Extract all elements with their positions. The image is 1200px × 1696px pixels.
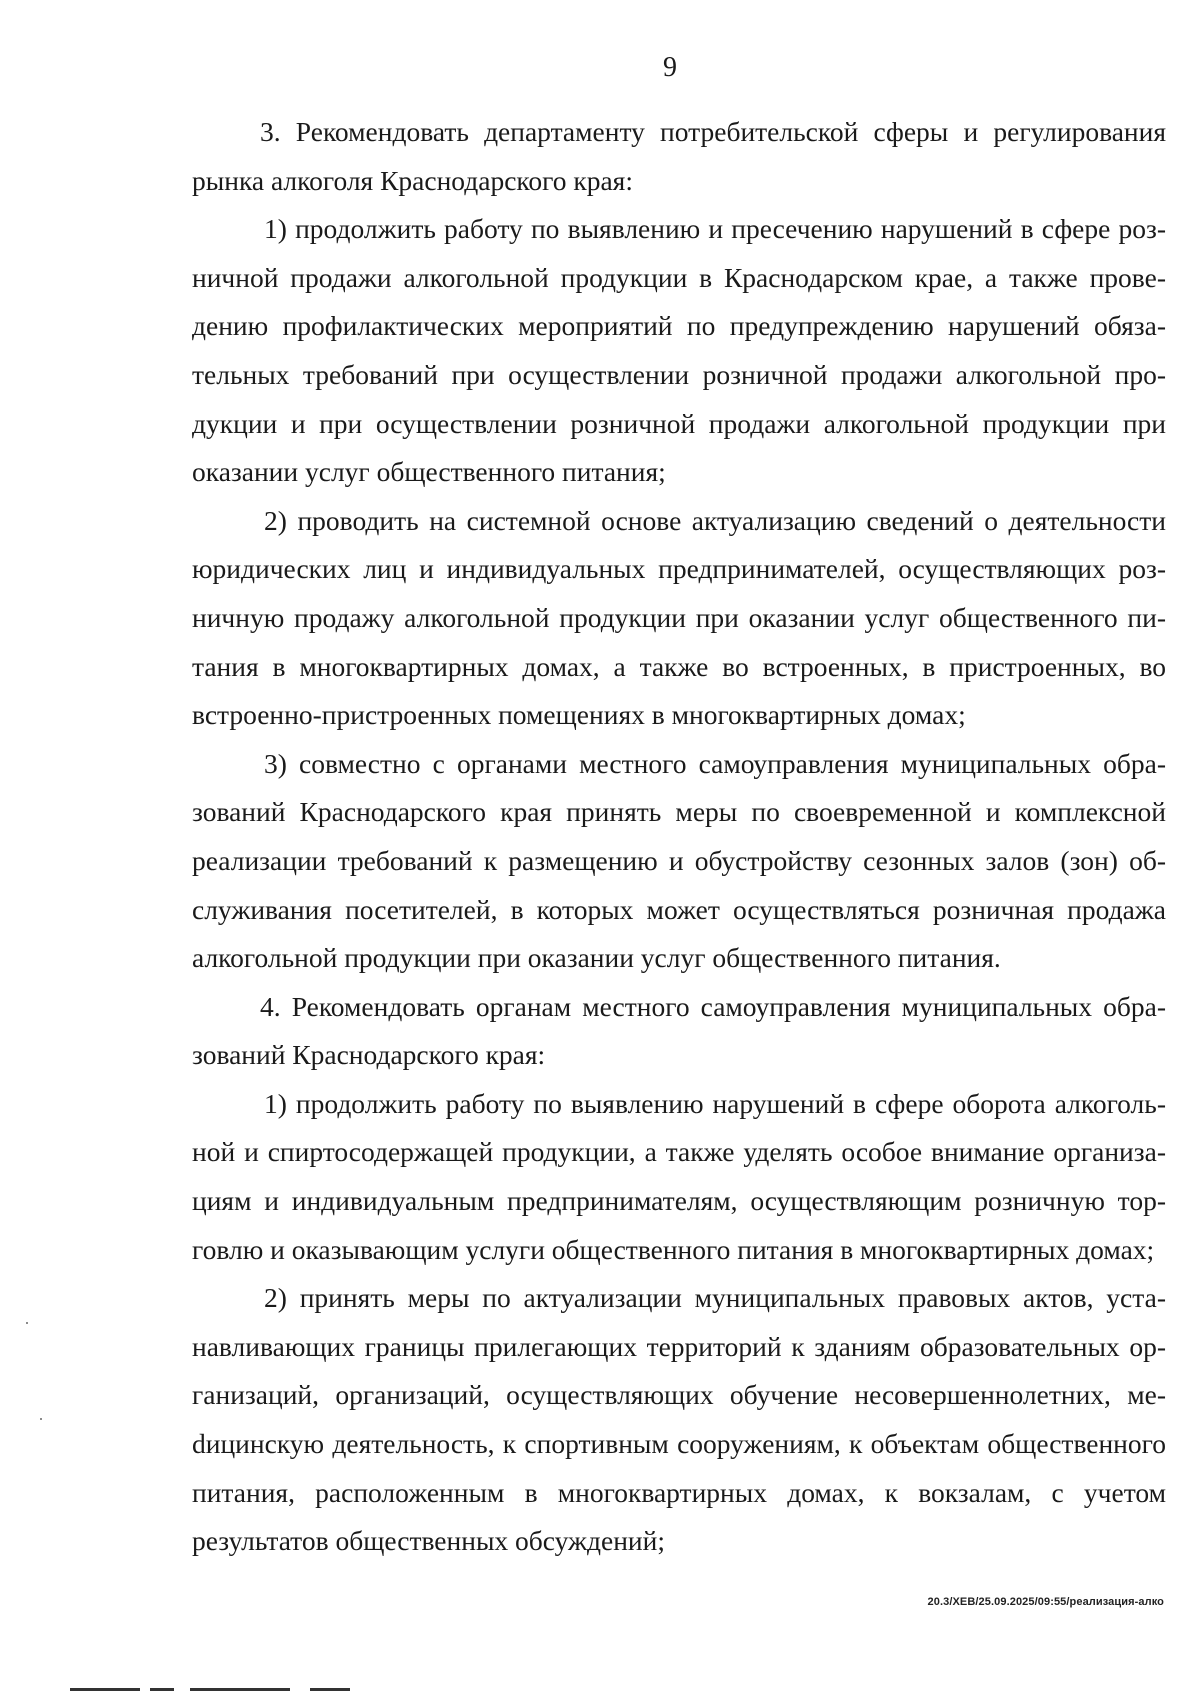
paragraph-4-item-2: 2) принять меры по актуализации муниципальных правовых актов, устанавливающих границы прилегающих территорий к зданиям образовательных организаций, организаций, осуществляющих обучение несовершеннолетних, меdицинскую деятельность, к спортивным сооружениям, к объектам общественного питания, расположенным в многоквартирных домах, к вокзалам, с учетом результатов общественных обсуждений;: [192, 1282, 1166, 1557]
paragraph-3-item-2: 2) проводить на системной основе актуализацию сведений о деятельности юридических лиц и индивидуальных предпринимателей, осуществляющих розничную продажу алкогольной продукции при оказании услуг общественного питания в многоквартирных домах, а также во встроенных, в пристроенных, во встроенно-пристроенных помещениях в многоквартирных домах;: [192, 504, 1166, 731]
paragraph-4: 4. Рекомендовать органам местного самоуправления муниципальных образований Краснодарского края:: [192, 990, 1166, 1071]
document-body: [192, 108, 1166, 1566]
paragraph-3-item-1: 1) продолжить работу по выявлению и пресечению нарушений в сфере розничной продажи алкогольной продукции в Краснодарском крае, а также проведению профилактических мероприятий по предупреждению нарушений обязательных требований при осуществлении розничной продажи алкогольной продукции и при осуществлении розничной продажи алкогольной продукции при оказании услуг общественного питания;: [192, 213, 1166, 488]
paragraph-3: 3. Рекомендовать департаменту потребительской сферы и регулирования рынка алкоголя Краснодарского края:: [192, 116, 1166, 196]
page-number: 9: [663, 52, 677, 83]
document-registration-code: 20.3/ХЕВ/25.09.2025/09:55/реализация-алко: [927, 1596, 1164, 1608]
scan-speck: [40, 1418, 42, 1420]
scan-speck: [26, 1322, 28, 1324]
paragraph-3-item-3: 3) совместно с органами местного самоуправления муниципальных образований Краснодарского края принять меры по своевременной и комплексной реализации требований к размещению и обустройству сезонных залов (зон) обслуживания посетителей, в которых может осуществляться розничная продажа алкогольной продукции при оказании услуг общественного питания.: [192, 747, 1166, 974]
paragraph-4-item-1: 1) продолжить работу по выявлению нарушений в сфере оборота алкогольной и спиртосодержащей продукции, а также уделять особое внимание организациям и индивидуальным предпринимателям, осуществляющим розничную торговлю и оказывающим услуги общественного питания в многоквартирных домах;: [192, 1087, 1166, 1265]
scan-edge-marks: [0, 1686, 1200, 1696]
